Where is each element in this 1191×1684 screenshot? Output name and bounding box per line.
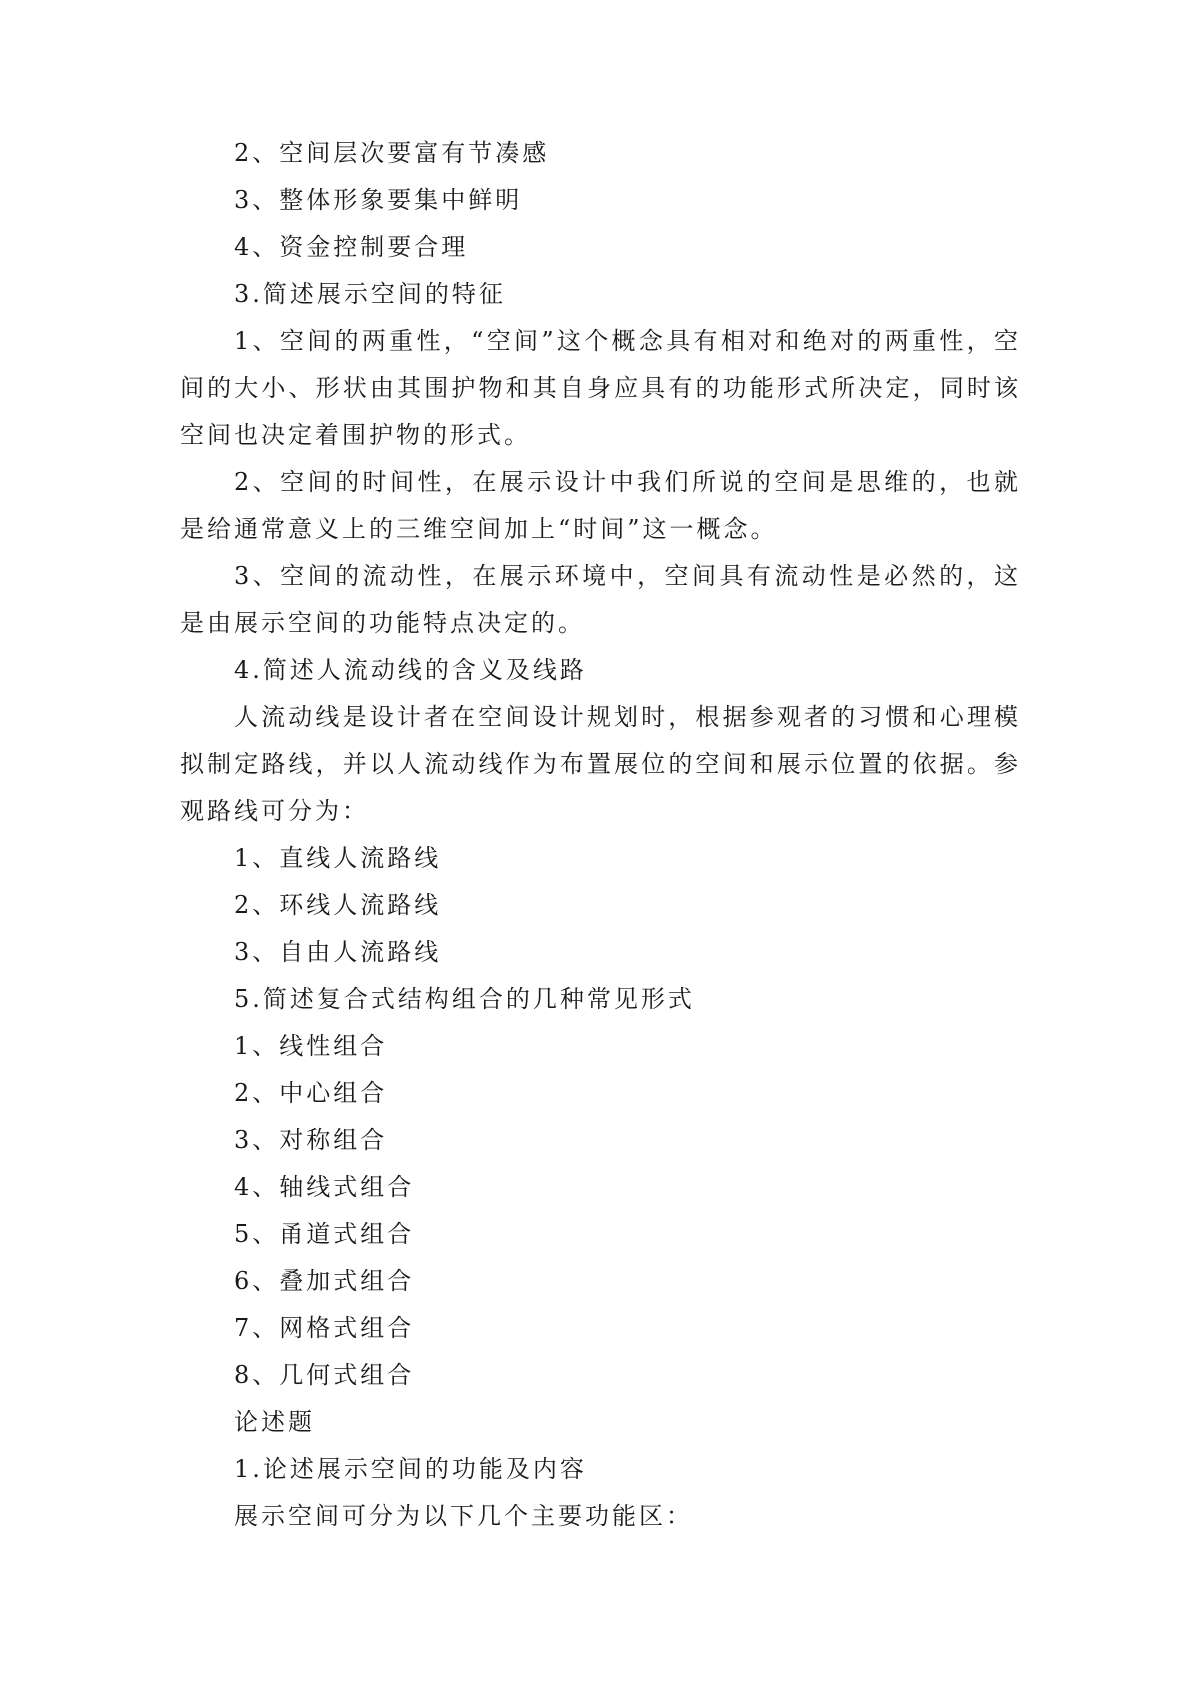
section-heading-essay: 论述题 — [234, 1408, 315, 1436]
list-item-center-combo: 2、中心组合 — [234, 1079, 388, 1107]
paragraph-temporality: 2、空间的时间性，在展示设计中我们所说的空间是思维的，也就是给通常意义上的三维空间加上“时间”这一概念。 — [180, 468, 1021, 543]
list-item-image: 3、整体形象要集中鲜明 — [234, 186, 523, 214]
paragraph-flow-definition: 人流动线是设计者在空间设计规划时，根据参观者的习惯和心理模拟制定路线，并以人流动线作为布置展位的空间和展示位置的依据。参观路线可分为： — [180, 703, 1021, 825]
paragraph-duality: 1、空间的两重性，“空间”这个概念具有相对和绝对的两重性，空间的大小、形状由其围护物和其自身应具有的功能形式所决定，同时该空间也决定着围护物的形式。 — [180, 327, 1021, 449]
list-item-rhythm: 2、空间层次要富有节凑感 — [234, 139, 550, 167]
list-item-linear-route: 1、直线人流路线 — [234, 844, 442, 872]
list-item-geometric-combo: 8、几何式组合 — [234, 1361, 415, 1389]
list-item-linear-combo: 1、线性组合 — [234, 1032, 388, 1060]
list-item-grid-combo: 7、网格式组合 — [234, 1314, 415, 1342]
question-heading-essay-1: 1.论述展示空间的功能及内容 — [234, 1455, 587, 1483]
list-item-corridor-combo: 5、甬道式组合 — [234, 1220, 415, 1248]
list-item-free-route: 3、自由人流路线 — [234, 938, 442, 966]
list-item-symmetric-combo: 3、对称组合 — [234, 1126, 388, 1154]
paragraph-fluidity: 3、空间的流动性，在展示环境中，空间具有流动性是必然的，这是由展示空间的功能特点决定的。 — [180, 562, 1021, 637]
list-item-budget: 4、资金控制要合理 — [234, 233, 469, 261]
question-heading-4: 4.简述人流动线的含义及线路 — [234, 656, 587, 684]
question-heading-5: 5.简述复合式结构组合的几种常见形式 — [234, 985, 695, 1013]
question-heading-3: 3.简述展示空间的特征 — [234, 280, 506, 308]
paragraph-function-zones: 展示空间可分为以下几个主要功能区： — [234, 1502, 693, 1530]
list-item-loop-route: 2、环线人流路线 — [234, 891, 442, 919]
list-item-overlay-combo: 6、叠加式组合 — [234, 1267, 415, 1295]
list-item-axis-combo: 4、轴线式组合 — [234, 1173, 415, 1201]
